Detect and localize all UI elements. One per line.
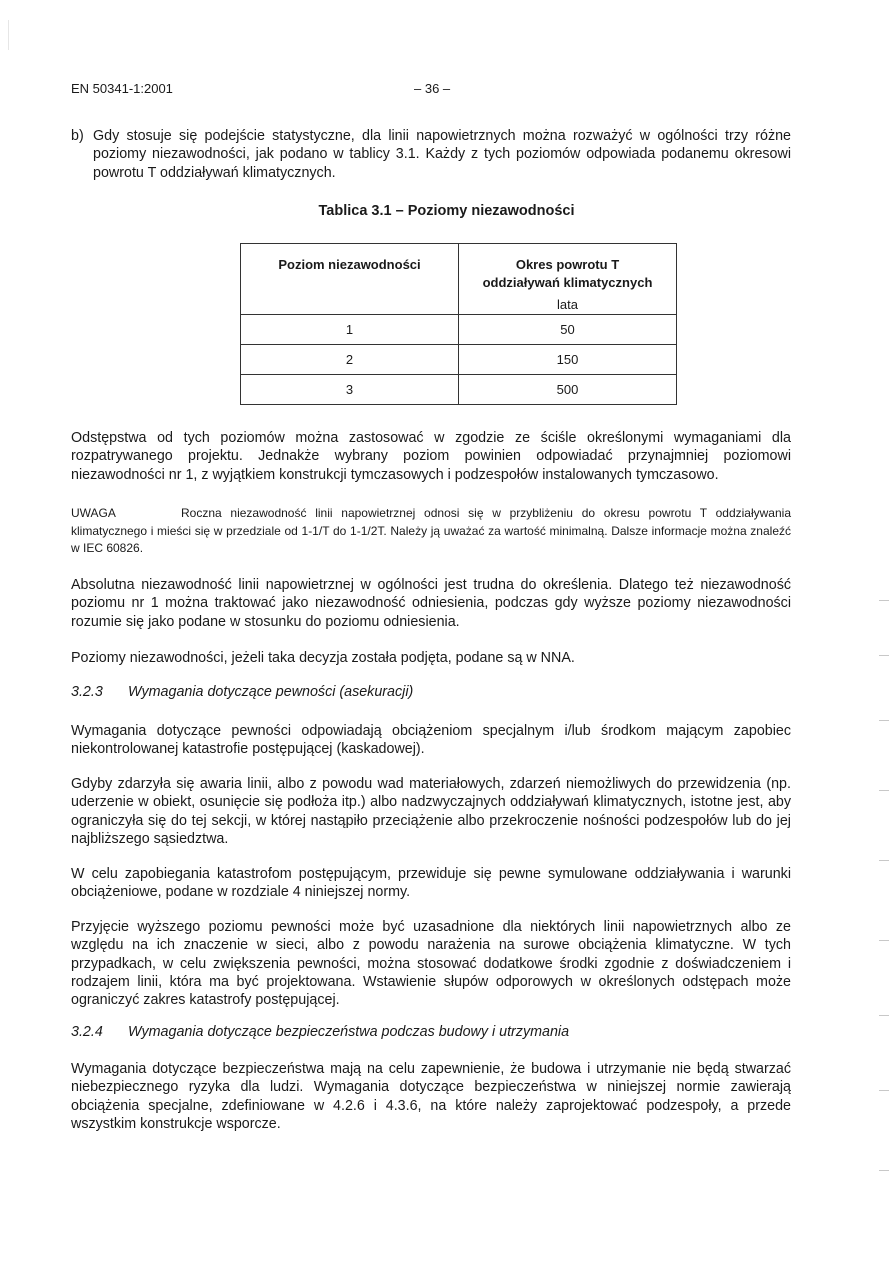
cell-period: 150 [459, 345, 677, 375]
note [71, 505, 791, 558]
page-number: – 36 – [414, 81, 451, 96]
list-label: b) [71, 128, 84, 144]
cell-period: 500 [459, 375, 677, 405]
cell-level: 1 [241, 315, 459, 345]
paragraph-assurance-2: Gdyby zdarzyła się awaria linii, albo z powodu wad materiałowych, zdarzeń niemożliwych do przewidzenia (np. uderzenie w obiekt, osunięcie się podłoża itp.) albo nadzwyczajnych oddziaływań klimatycznych, istotne jest, aby ograniczyła się do tej sekcji, w której nastąpiło przeciążenie albo przekroczenie nośności podzespołów lub do jej najbliższego sąsiedztwa. [71, 776, 791, 847]
section-heading-3-2-4 [71, 1024, 569, 1040]
table-row [241, 345, 677, 375]
cell-period: 50 [459, 315, 677, 345]
note-tag: UWAGA [71, 506, 116, 520]
standard-number: EN 50341-1:2001 [71, 81, 173, 96]
paragraph-b-text: Gdy stosuje się podejście statystyczne, dla linii napowietrznych można rozważyć w ogólności trzy różne poziomy niezawodności, jak podano w tablicy 3.1. Każdy z tych poziomów odpowiada podanemu okresowi powrotu T oddziaływań klimatycznych. [93, 128, 791, 181]
scan-artifact [8, 20, 9, 50]
section-heading-3-2-3 [71, 684, 413, 700]
section-number: 3.2.4 [71, 1024, 103, 1040]
paragraph-assurance-4: Przyjęcie wyższego poziomu pewności może być uzasadnione dla niektórych linii napowietrznych albo ze względu na ich znaczenie w sieci, albo z powodu narażenia na surowe obciążenia klimatyczne. W tych przypadkach, w celu zwiększenia pewności, można stosować dodatkowe środki zgodnie z doświadczeniem i rodzajem linii, która ma być projektowana. Wstawienie słupów odporowych w określonych odstępach może ograniczyć zakres katastrofy postępującej. [71, 919, 791, 1009]
cell-level: 2 [241, 345, 459, 375]
table-header-row [241, 244, 677, 315]
col-header-period: Okres powrotu T oddziaływań klimatycznych lata [459, 244, 677, 315]
paragraph-b [71, 127, 791, 182]
paragraph-deviation: Odstępstwa od tych poziomów można zastosować w zgodzie ze ściśle określonymi wymaganiami dla rozpatrywanego projektu. Jednakże wybrany poziom powinien odpowiadać przynajmniej poziomowi niezawodności nr 1, z wyjątkiem konstrukcji tymczasowych i podzespołów instalowanych tymczasowo. [71, 430, 791, 483]
reliability-levels-table [240, 243, 677, 405]
section-title: Wymagania dotyczące pewności (asekuracji) [128, 684, 414, 700]
note-text: Roczna niezawodność linii napowietrznej odnosi się w przybliżeniu do okresu powrotu T oddziaływania klimatycznego i mieści się w przedziale od 1-1/T do 1-1/2T. Należy ją uważać za wartość minimalną. Dalsze informacje można znaleźć w IEC 60826. [71, 506, 791, 555]
paragraph-safety: Wymagania dotyczące bezpieczeństwa mają na celu zapewnienie, że budowa i utrzymanie nie będą stwarzać niebezpiecznego ryzyka dla ludzi. Wymagania dotyczące bezpieczeństwa w niniejszej normie zawierają obciążenia specjalne, zdefiniowane w 4.2.6 i 4.3.6, na które należy zaprojektować podzespoły, a przede wszystkim konstrukcje wsporcze. [71, 1061, 791, 1132]
paragraph-assurance-1: Wymagania dotyczące pewności odpowiadają obciążeniom specjalnym i/lub środkom mającym zapobiec niekontrolowanej katastrofie postępującej (kaskadowej). [71, 723, 791, 758]
paragraph-assurance-3: W celu zapobiegania katastrofom postępującym, przewiduje się pewne symulowane oddziaływania i warunki obciążeniowe, podane w rozdziale 4 niniejszej normy. [71, 866, 791, 901]
scan-edge-artifact [875, 560, 889, 1260]
section-number: 3.2.3 [71, 684, 103, 700]
cell-level: 3 [241, 375, 459, 405]
col-header-level: Poziom niezawodności [241, 244, 459, 315]
paragraph-absolute: Absolutna niezawodność linii napowietrznej w ogólności jest trudna do określenia. Dlatego też niezawodność poziomu nr 1 można traktować jako niezawodność odniesienia, podczas gdy wyższe poziomy niezawodności rozumie się jako podane w stosunku do poziomu odniesienia. [71, 577, 791, 630]
unit-label: lata [557, 297, 578, 312]
table-caption: Tablica 3.1 – Poziomy niezawodności [318, 203, 575, 219]
section-title: Wymagania dotyczące bezpieczeństwa podczas budowy i utrzymania [128, 1024, 570, 1040]
table-row [241, 375, 677, 405]
table-row [241, 315, 677, 345]
paragraph-nna: Poziomy niezawodności, jeżeli taka decyzja została podjęta, podane są w NNA. [71, 650, 575, 666]
